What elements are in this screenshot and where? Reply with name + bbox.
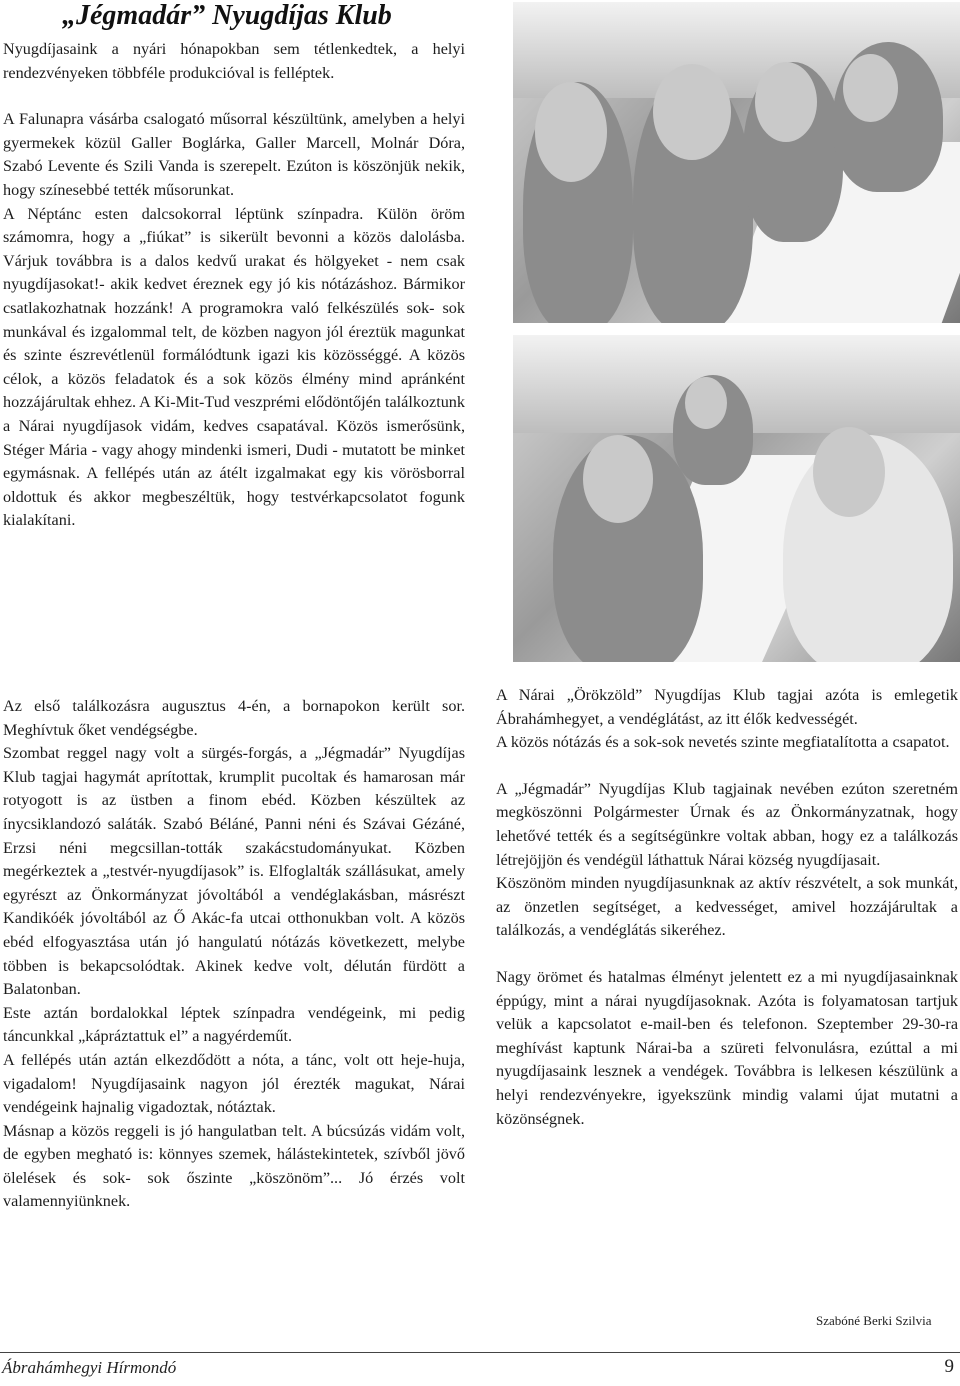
paragraph: Szombat reggel nagy volt a sürgés-forgás, a „Jégmadár” Nyugdíjas Klub tagjai hagymát aprítottak, krumplit pucoltak és hamarosan már rotyogott is az üstben a finom ebéd. Közben készültek az ínycsiklandozó saláták. Szabó Béláné, Panni néni és Szávai Gézáné, Erzsi néni megcsillan-tották szakácstudományukat. Közben megérkeztek a „testvér-nyugdíjasok” is. Elfoglalták szállásukat, amely egyrészt az Önkormányzat jóvoltából a vendéglakásban, másrészt Kandikóék jóvoltából az Ő Akác-fa utcai otthonukban volt. A közös ebéd elfogyasztása után jó hangulatú nótázás következett, melybe többen is bekapcsolódtak. Akinek kedve volt, délután fürdött a Balatonban.: [3, 744, 465, 999]
left-column-bottom: [3, 695, 465, 1214]
paragraph: A „Jégmadár” Nyugdíjas Klub tagjainak nevében ezúton szeretném megköszönni Polgármester Úrnak és az Önkormányzatnak, hogy lehetővé tették és a segítségünkre voltak abban, hogy ez a találkozás létrejöjjön és vendégül láthattuk Nárai község nyugdíjasait.: [496, 779, 958, 869]
paragraph-gap: [496, 755, 958, 778]
author-signature: Szabóné Berki Szilvia: [816, 1313, 932, 1328]
paragraph: Az első találkozásra augusztus 4-én, a bornapokon került sor. Meghívtuk őket vendégségbe.: [3, 697, 465, 739]
photo-face: [813, 427, 885, 517]
photo-face: [685, 377, 727, 429]
paragraph-gap: [3, 85, 465, 108]
photo-women-at-table: [513, 2, 960, 323]
paragraph: A fellépés után aztán elkezdődött a nóta, a tánc, volt ott heje-huja, vigadalom! Nyugdíjasaink nagyon jól érezték magukat, Nárai vendégeink hajnalig vigadoztak, nótáztak.: [3, 1050, 465, 1117]
photo-face: [583, 435, 653, 523]
left-column-top: [3, 38, 465, 533]
footer-divider: [0, 1352, 960, 1353]
paragraph: Másnap a közös reggeli is jó hangulatban telt. A búcsúzás vidám volt, de egyben megható is: könnyes szemek, hálástekintetek, szívből jövő ölelések és sok- sok őszinte „köszönöm”... Jó érzés volt valamennyiünknek.: [3, 1121, 465, 1211]
paragraph: A Nárai „Örökzöld” Nyugdíjas Klub tagjai azóta is emlegetik Ábrahámhegyet, a vendéglátást, az itt élők kedvességét.: [496, 686, 958, 728]
paragraph: A Falunapra vásárba csalogató műsorral készültünk, amelyben a helyi gyermekek közül Galler Boglárka, Galler Marcell, Molnár Dóra, Szabó Levente és Szili Vanda is szerepelt. Ezúton is köszönjük nekik, hogy színesebbé tették műsorunkat.: [3, 110, 465, 199]
photo-group-at-table: [513, 335, 960, 662]
paragraph: A Néptánc esten dalcsokorral léptünk színpadra. Külön öröm számomra, hogy a „fiúkat” is sikerült bevonni a közös dalolásba. Várjuk továbbra is a dalos kedvű urakat és hölgyeket - nem csak nyugdíjasokat!- akik kedvet éreznek egy jó kis nótázáshoz. Bármikor csatlakozhatnak hozzánk! A programokra való felkészülés sok- sok munkával és izgalommal telt, de közben nagyon jól éreztük magunkat és szinte észrevétlenül formálódtunk igazi kis közösséggé. A közös célok, a közös feladatok és a sok közös élmény mind apránként hozzájárultak ehhez. A Ki-Mit-Tud veszprémi elődöntőjén találkoztunk a Nárai nyugdíjasok vidám, kedves csapatával. Közös ismerősünk, Stéger Mária - vagy ahogy mindenki ismeri, Dudi - mutatott be minket egymásnak. A fellépés után az átélt izgalmakat egy kis vörösborral oldottuk és akkor megbeszéltük, hogy testvérkapcsolatot fogunk kialakítani.: [3, 204, 465, 530]
paragraph: A közös nótázás és a sok-sok nevetés szinte megfiatalította a csapatot.: [496, 733, 950, 752]
paragraph: Nagy örömet és hatalmas élményt jelentett ez a mi nyugdíjasainknak éppúgy, mint a nárai nyugdíjasoknak. Azóta is folyamatosan tartjuk velük a kapcsolatot e-mail-ben és telefonon. Szeptember 29-30-ra meghívást kaptunk Nárai-ba a szüreti felvonulásra, ezúttal a mi nyugdíjasaink lesznek a vendégek. Továbbra is lelkesen készülünk a helyi rendezvényekre, igyekszünk mindig valami újat mutatni a közönségnek.: [496, 967, 958, 1128]
paragraph: Este aztán bordalokkal léptek színpadra vendégeink, mi pedig táncunkkal „kápráztattuk el” a nagyérdeműt.: [3, 1003, 465, 1046]
paragraph: Nyugdíjasaink a nyári hónapokban sem tétlenkedtek, a helyi rendezvényeken többféle produkcióval is felléptek.: [3, 40, 465, 82]
paragraph-gap: [496, 943, 958, 966]
paragraph: Köszönöm minden nyugdíjasunknak az aktív részvételt, a sok munkát, az önzetlen segítséget, a kedvességet, amivel hozzájárultak a találkozás, a vendéglátás sikeréhez.: [496, 874, 958, 940]
photo-face: [843, 54, 898, 122]
article-title: „Jégmadár” Nyugdíjas Klub: [62, 0, 392, 31]
photo-face: [653, 64, 731, 160]
photo-face: [535, 82, 607, 182]
photo-face: [755, 62, 817, 142]
publication-name: Ábrahámhegyi Hírmondó: [2, 1358, 177, 1377]
page-number: 9: [944, 1356, 954, 1377]
right-column: [496, 684, 958, 1131]
